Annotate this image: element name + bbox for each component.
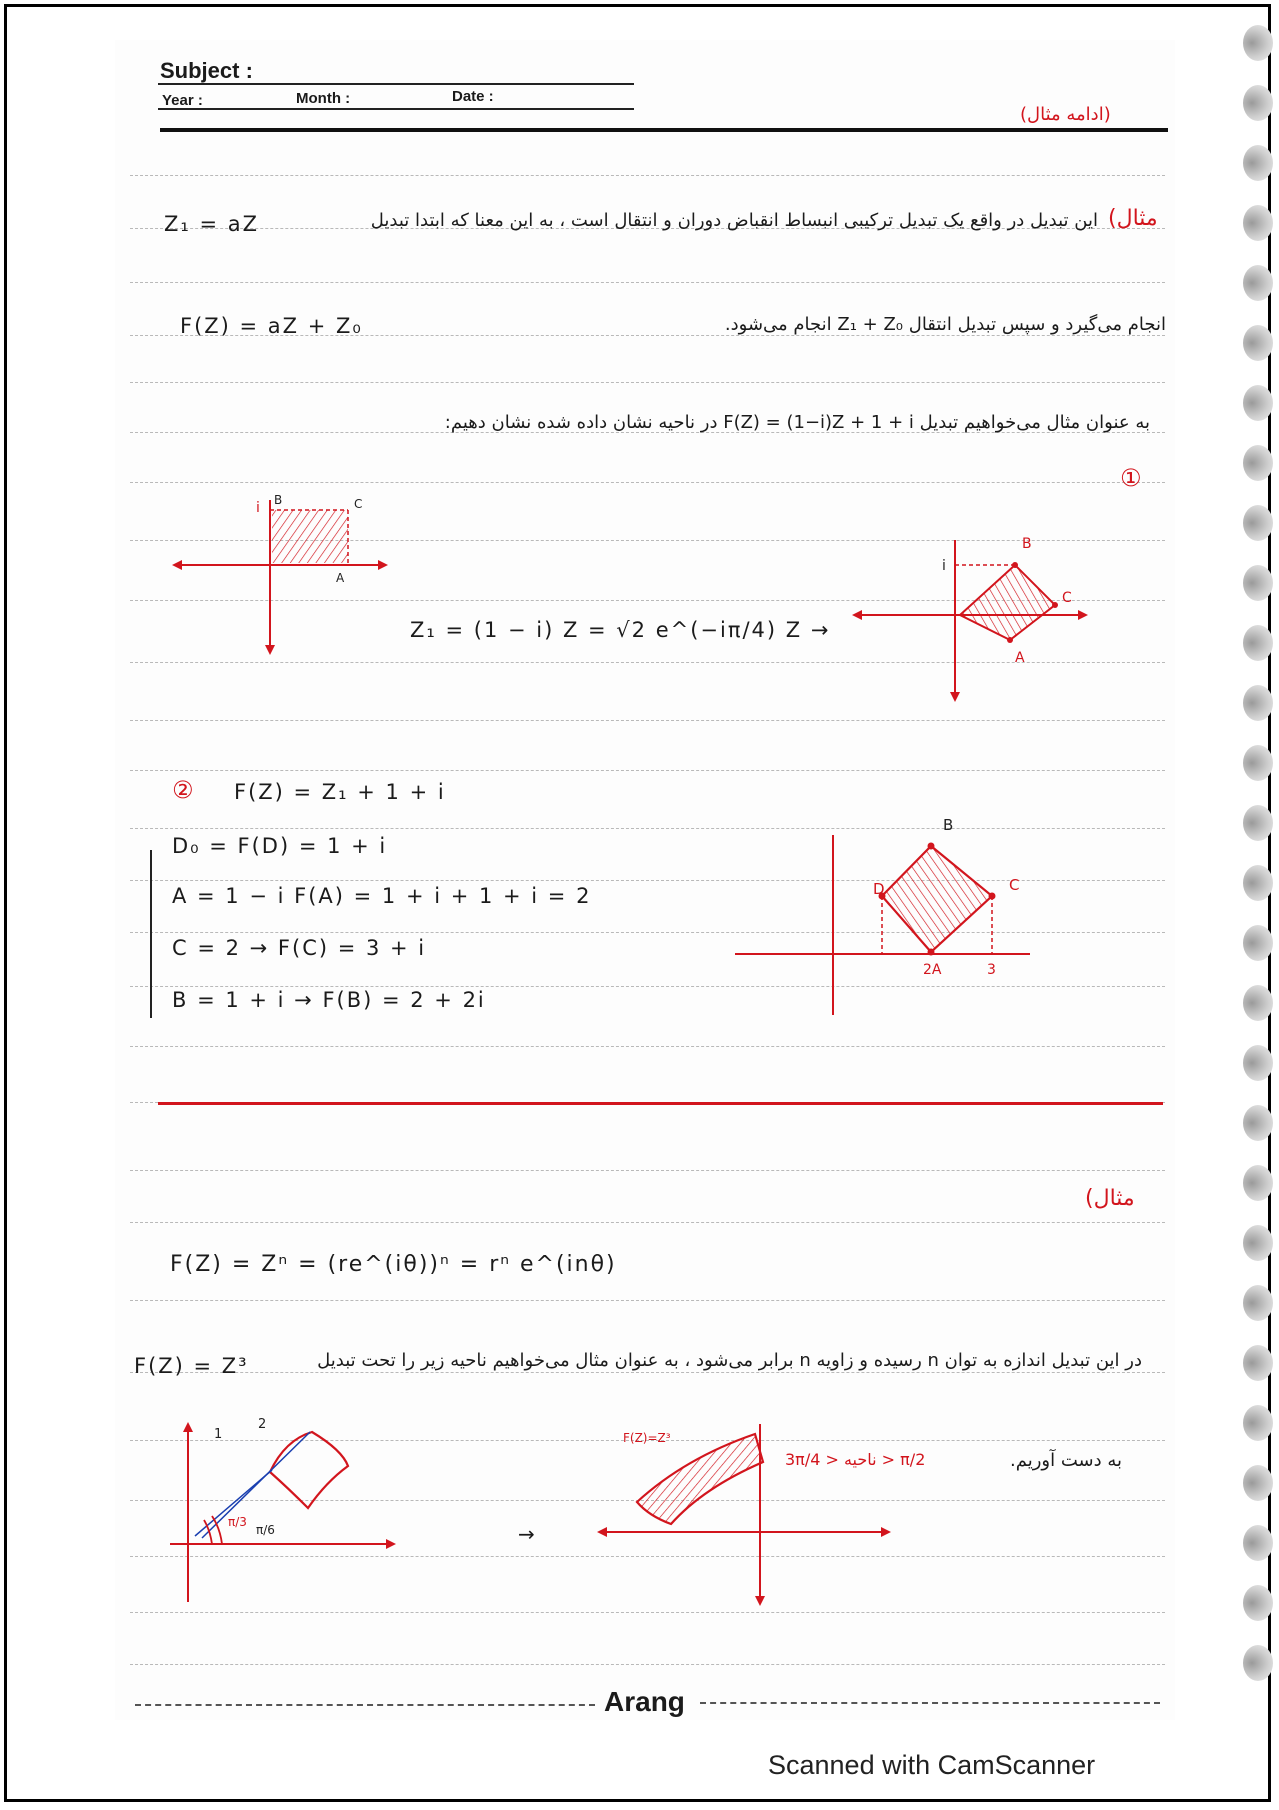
footer-line-right bbox=[700, 1702, 1160, 1704]
ruled-line bbox=[130, 382, 1165, 383]
region-translated bbox=[882, 846, 992, 952]
region-square bbox=[272, 510, 348, 563]
spiral-ring bbox=[1243, 1465, 1273, 1501]
step2-line: A = 1 − i F(A) = 1 + i + 1 + i = 2 bbox=[172, 884, 592, 908]
label-i: i bbox=[942, 558, 946, 574]
scanner-watermark: Scanned with CamScanner bbox=[768, 1750, 1096, 1780]
label-3: 3 bbox=[987, 962, 996, 978]
region-image bbox=[637, 1434, 763, 1524]
spiral-ring bbox=[1243, 1585, 1273, 1621]
step1-equation: Z₁ = (1 − i) Z = √2 e^(−iπ/4) Z → bbox=[410, 618, 831, 642]
step1-number: ① bbox=[1120, 464, 1142, 492]
angle-2: π/6 bbox=[256, 1523, 275, 1537]
ruled-line bbox=[130, 1046, 1165, 1047]
spiral-ring bbox=[1243, 925, 1273, 961]
spiral-ring bbox=[1243, 805, 1273, 841]
spiral-ring bbox=[1243, 445, 1273, 481]
region-rotated bbox=[960, 565, 1055, 640]
spiral-ring bbox=[1243, 1525, 1273, 1561]
example1-line2: انجام می‌گیرد و سپس تبدیل انتقال Z₁ + Z₀ انجام می‌شود. bbox=[724, 314, 1166, 335]
month-label: Month : bbox=[296, 90, 351, 107]
label-C: C bbox=[1062, 590, 1072, 606]
angle-1: π/3 bbox=[228, 1515, 247, 1529]
header-rule bbox=[160, 128, 1168, 132]
spiral-ring bbox=[1243, 265, 1273, 301]
step2-title: F(Z) = Z₁ + 1 + i bbox=[234, 780, 446, 804]
step1-left-plot bbox=[170, 490, 390, 660]
formula-z1: Z₁ = aZ bbox=[164, 212, 260, 236]
spiral-ring bbox=[1243, 85, 1273, 121]
step2-bracket bbox=[150, 850, 152, 1018]
spiral-ring bbox=[1243, 385, 1273, 421]
step2-line: D₀ = F(D) = 1 + i bbox=[172, 834, 388, 858]
spiral-ring bbox=[1243, 1345, 1273, 1381]
subject-line bbox=[158, 83, 634, 85]
spiral-ring bbox=[1243, 1405, 1273, 1441]
ruled-line bbox=[130, 1664, 1165, 1665]
footer-line-left bbox=[135, 1704, 595, 1706]
ruled-line bbox=[130, 1612, 1165, 1613]
spiral-ring bbox=[1243, 985, 1273, 1021]
ruled-line bbox=[130, 175, 1165, 176]
map-label: F(Z)=Z³ bbox=[623, 1431, 671, 1445]
label-C: C bbox=[1009, 876, 1020, 894]
spiral-ring bbox=[1243, 1285, 1273, 1321]
ruled-line bbox=[130, 770, 1165, 771]
label-2A: 2A bbox=[923, 962, 942, 978]
formula-f: F(Z) = aZ + Z₀ bbox=[180, 314, 363, 338]
ruled-line bbox=[130, 282, 1165, 283]
example2-formula2: F(Z) = Z³ bbox=[134, 1354, 249, 1378]
label-2: 2 bbox=[258, 1417, 267, 1432]
ruled-line bbox=[130, 1222, 1165, 1223]
spiral-ring bbox=[1243, 625, 1273, 661]
map-arrow: → bbox=[518, 1522, 535, 1546]
step1-right-plot bbox=[850, 530, 1090, 710]
spiral-ring bbox=[1243, 325, 1273, 361]
step2-line: B = 1 + i → F(B) = 2 + 2i bbox=[172, 988, 486, 1012]
label-B: B bbox=[274, 493, 283, 507]
label-i: i bbox=[256, 500, 260, 516]
subject-label: Subject : bbox=[160, 58, 253, 83]
spiral-ring bbox=[1243, 745, 1273, 781]
example2-text: در این تبدیل اندازه به توان n رسیده و زاویه n برابر می‌شود ، به عنوان مثال می‌خواهیم ناحیه زیر را تحت تبدیل bbox=[317, 1350, 1142, 1371]
spiral-ring bbox=[1243, 1045, 1273, 1081]
example1-line3: به عنوان مثال می‌خواهیم تبدیل F(Z) = (1−i)Z + 1 + i در ناحیه نشان داده شده نشان دهیم: bbox=[444, 412, 1150, 433]
label-A: A bbox=[1015, 650, 1025, 666]
date-label: Date : bbox=[452, 88, 494, 105]
spiral-ring bbox=[1243, 145, 1273, 181]
label-B: B bbox=[943, 816, 954, 834]
label-A: A bbox=[336, 571, 345, 585]
ruled-line bbox=[130, 1300, 1165, 1301]
step2-line: C = 2 → F(C) = 3 + i bbox=[172, 936, 427, 960]
year-label: Year : bbox=[162, 92, 203, 109]
ruled-line bbox=[130, 482, 1165, 483]
label-D: D bbox=[873, 880, 885, 898]
spiral-ring bbox=[1243, 205, 1273, 241]
example1-text: این تبدیل در واقع یک تبدیل ترکیبی انبساط انقباض دوران و انتقال است ، به این معنا که ابتدا تبدیل bbox=[370, 210, 1098, 231]
ruled-line bbox=[130, 1372, 1165, 1373]
ruled-line bbox=[130, 1170, 1165, 1171]
spiral-ring bbox=[1243, 865, 1273, 901]
example1-label: مثال) bbox=[1108, 206, 1158, 231]
label-C: C bbox=[354, 497, 363, 511]
example2-left-plot bbox=[160, 1410, 400, 1610]
spiral-ring bbox=[1243, 505, 1273, 541]
label-B: B bbox=[1022, 536, 1032, 552]
date-line bbox=[158, 108, 634, 110]
spiral-ring bbox=[1243, 1165, 1273, 1201]
example2-label: مثال) bbox=[1085, 1186, 1135, 1211]
spiral-ring bbox=[1243, 565, 1273, 601]
ruled-line bbox=[130, 720, 1165, 721]
spiral-ring bbox=[1243, 25, 1273, 61]
section-divider bbox=[158, 1102, 1163, 1105]
spiral-ring bbox=[1243, 1225, 1273, 1261]
spiral-ring bbox=[1243, 1645, 1273, 1681]
example2-right-plot bbox=[595, 1420, 895, 1610]
top-note: (ادامه مثال) bbox=[1020, 104, 1111, 125]
region-sector bbox=[270, 1432, 348, 1508]
spiral-ring bbox=[1243, 685, 1273, 721]
label-1: 1 bbox=[214, 1427, 223, 1442]
example2-formula: F(Z) = Zⁿ = (re^(iθ))ⁿ = rⁿ e^(inθ) bbox=[170, 1252, 617, 1277]
step2-number: ② bbox=[172, 776, 194, 804]
spiral-ring bbox=[1243, 1105, 1273, 1141]
step2-plot bbox=[735, 810, 1035, 1020]
condition: π/2 < ناحیه < 3π/4 bbox=[785, 1450, 926, 1469]
example2-continuation: به دست آوریم. bbox=[1010, 1450, 1122, 1471]
brand: Arang bbox=[604, 1686, 685, 1717]
